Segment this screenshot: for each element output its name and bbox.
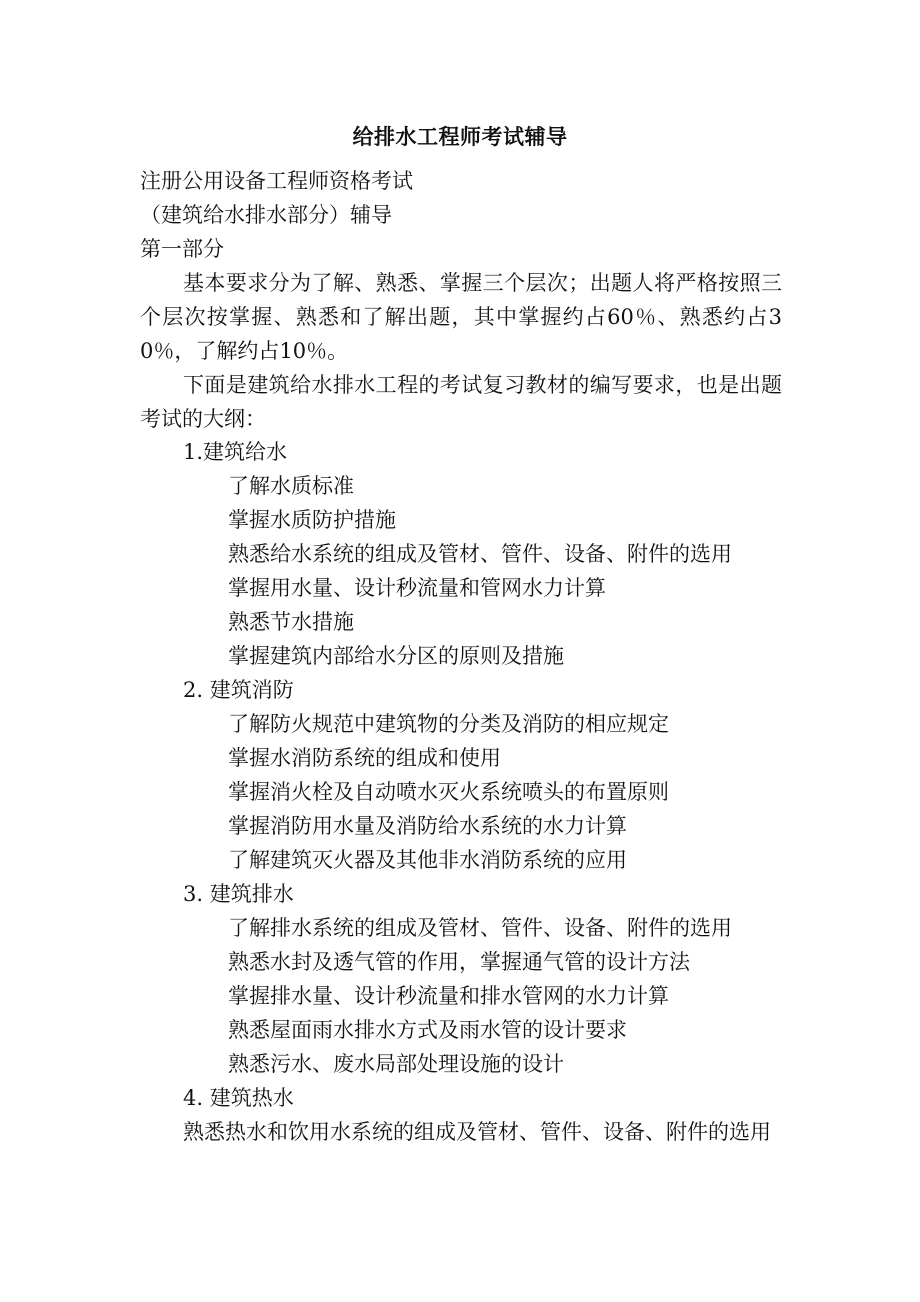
section-heading-drainage: 3. 建筑排水	[183, 882, 294, 906]
list-item: 了解防火规范中建筑物的分类及消防的相应规定	[228, 712, 669, 736]
list-item: 了解水质标准	[228, 474, 354, 498]
final-paragraph: 熟悉热水和饮用水系统的组成及管材、管件、设备、附件的选用	[183, 1120, 771, 1144]
section-heading-water-supply: 1.建筑给水	[183, 440, 288, 464]
outline-paragraph: 下面是建筑给水排水工程的考试复习教材的编写要求，也是出题考试的大纲：	[140, 373, 782, 431]
list-item: 熟悉污水、废水局部处理设施的设计	[228, 1052, 564, 1076]
heading-line-part: 第一部分	[140, 237, 224, 261]
list-item: 熟悉节水措施	[228, 610, 354, 634]
list-item: 掌握水消防系统的组成和使用	[228, 746, 501, 770]
list-item: 掌握消防用水量及消防给水系统的水力计算	[228, 814, 627, 838]
list-item: 掌握消火栓及自动喷水灭火系统喷头的布置原则	[228, 780, 669, 804]
section-heading-fire-protection: 2. 建筑消防	[183, 678, 294, 702]
list-item: 掌握水质防护措施	[228, 508, 396, 532]
heading-line-exam: 注册公用设备工程师资格考试	[140, 169, 413, 193]
intro-paragraph: 基本要求分为了解、熟悉、掌握三个层次；出题人将严格按照三个层次按掌握、熟悉和了解出题，其中掌握约占60％、熟悉约占30％，了解约占10％。	[140, 271, 782, 363]
document-title: 给排水工程师考试辅导	[352, 124, 568, 149]
heading-line-subject: （建筑给水排水部分）辅导	[140, 203, 392, 227]
list-item: 掌握排水量、设计秒流量和排水管网的水力计算	[228, 984, 669, 1008]
list-item: 熟悉给水系统的组成及管材、管件、设备、附件的选用	[228, 542, 732, 566]
section-heading-hot-water: 4. 建筑热水	[183, 1086, 294, 1110]
list-item: 了解排水系统的组成及管材、管件、设备、附件的选用	[228, 916, 732, 940]
list-item: 掌握建筑内部给水分区的原则及措施	[228, 644, 564, 668]
list-item: 了解建筑灭火器及其他非水消防系统的应用	[228, 848, 627, 872]
list-item: 熟悉水封及透气管的作用，掌握通气管的设计方法	[228, 950, 690, 974]
list-item: 掌握用水量、设计秒流量和管网水力计算	[228, 576, 606, 600]
list-item: 熟悉屋面雨水排水方式及雨水管的设计要求	[228, 1018, 627, 1042]
